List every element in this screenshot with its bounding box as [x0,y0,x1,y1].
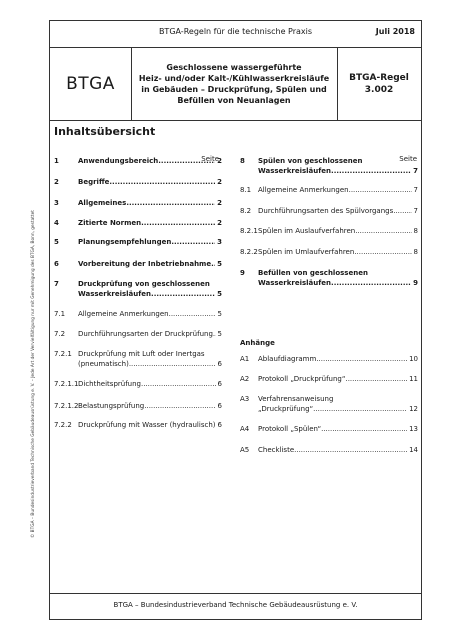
toc-entry-number: 9 [240,269,245,277]
toc-entry-text: Belastungsprüfung [78,402,145,410]
leader-dots [354,247,411,257]
toc-entry-page: 2 [217,157,222,165]
footer-divider [50,593,421,594]
leader-dots [393,206,411,216]
toc-entry-text: Planungsempfehlungen [78,238,172,246]
leader-dots [158,156,215,166]
toc-entry-page: 5 [217,260,222,268]
toc-entry-number: 7.2.1.2 [54,402,79,410]
toc-entry-number: A4 [240,425,250,433]
top-bar [50,21,421,48]
title-line-1: Geschlossene wassergeführte [166,62,302,72]
toc-entry-text: Wasserkreisläufen [258,279,332,287]
toc-entry-number: 8 [240,157,245,165]
toc-entry-page: 5 [217,290,222,298]
toc-entry-page: 7 [413,167,418,175]
anhaenge-heading: Anhänge [240,339,275,347]
leader-dots [141,379,216,389]
toc-entry-text: Checkliste [258,446,295,454]
leader-dots [294,445,407,455]
toc-entry-text-line: Verfahrensanweisung [258,395,334,403]
toc-entry-page: 7 [413,207,418,215]
toc-entry-page: 6 [217,402,222,410]
toc-entry-text: Druckprüfung mit Wasser (hydraulisch) [78,421,216,429]
toc-entry-text: Anwendungsbereich [78,157,159,165]
document-title [131,47,338,120]
regel-label: BTGA-Regel [349,72,409,83]
toc-entry-page: 11 [409,375,418,383]
copyright-sidenote: © BTGA – Bundesindustrieverband Technische Gebäudeausrüstung e. V. – Jede Art der Vervielfältigung nur mit Genehmigung des BTGA, Bonn, gestattet [31,210,36,538]
leader-dots [316,354,407,364]
regel-id [337,47,421,120]
toc-entry-page: 5 [217,330,222,338]
title-line-4: Befüllen von Neuanlagen [177,95,291,105]
toc-entry-number: 8.1 [240,186,252,194]
toc-entry-text-line: Druckprüfung von geschlossenen [78,280,210,288]
toc-entry-text: „Druckprüfung“ [258,405,314,413]
toc-entry-text: Dichtheitsprüfung [78,380,141,388]
toc-entry-text: Allgemeines [78,199,127,207]
title-line-2: Heiz- und/oder Kalt-/Kühlwasserkreisläufe [138,73,330,83]
page-frame [49,20,422,620]
toc-entry-page: 10 [409,355,418,363]
title-line-3: in Gebäuden – Druckprüfung, Spülen und [141,84,327,94]
toc-entry-number: 8.2.1 [240,227,258,235]
regel-number: 3.002 [364,84,394,95]
leader-dots [345,374,407,384]
toc-entry-number: A5 [240,446,250,454]
toc-entry-number: 5 [54,238,59,246]
toc-entry-number: 7.2.1.1 [54,380,79,388]
leader-dots [126,198,215,208]
toc-entry-text: Durchführungsarten des Spülvorgangs [258,207,394,215]
toc-entry-page: 2 [217,219,222,227]
toc-entry-number: 2 [54,178,59,186]
footer-text: BTGA – Bundesindustrieverband Technische Gebäudeausrüstung e. V. [113,601,358,609]
toc-entry-text-line: Befüllen von geschlossenen [258,269,368,277]
btga-logo: BTGA [50,47,132,120]
seite-label-left: Seite [201,155,219,163]
toc-entry-text: (pneumatisch) [78,360,129,368]
leader-dots [169,309,216,319]
toc-entry-text: Protokoll „Spülen“ [258,425,322,433]
toc-entry-number: 1 [54,157,59,165]
toc-entry-number: 7.1 [54,310,66,318]
leader-dots [129,359,216,369]
leader-dots [355,226,411,236]
toc-entry-text: Wasserkreisläufen [78,290,152,298]
toc-entry-text: Zitierte Normen [78,219,142,227]
toc-entry-number: 6 [54,260,59,268]
series-title: BTGA-Regeln für die technische Praxis [158,27,313,36]
toc-entry-page: 3 [217,238,222,246]
toc-entry-text: Begriffe [78,178,110,186]
leader-dots [109,177,215,187]
toc-entry-text: Spülen im Umlaufverfahren [258,248,355,256]
toc-entry-number: 3 [54,199,59,207]
toc-entry-text: Allgemeine Anmerkungen [258,186,349,194]
leader-dots [331,278,411,288]
leader-dots [331,166,411,176]
toc-entry-page: 5 [217,310,222,318]
leader-dots [171,237,215,247]
toc-entry-number: A3 [240,395,250,403]
toc-entry-text: Spülen im Auslaufverfahren [258,227,356,235]
toc-entry-page: 2 [217,199,222,207]
toc-entry-number: 7.2.2 [54,421,72,429]
toc-entry-text: Vorbereitung der Inbetriebnahme [78,260,212,268]
toc-entry-page: 13 [409,425,418,433]
toc-entry-number: 7.2.1 [54,350,72,358]
toc-entry-page: 8 [413,248,418,256]
toc-entry-text: Durchführungsarten der Druckprüfung [78,330,213,338]
toc-entry-number: 8.2.2 [240,248,258,256]
leader-dots [313,404,407,414]
toc-entry-page: 14 [409,446,418,454]
toc-entry-page: 2 [217,178,222,186]
toc-entry-text: Ablaufdiagramm [258,355,317,363]
leader-dots [151,289,215,299]
toc-heading: Inhaltsübersicht [54,125,156,138]
toc-entry-page: 8 [413,227,418,235]
toc-entry-page: 6 [217,380,222,388]
leader-dots [349,185,412,195]
toc-entry-page: 7 [413,186,418,194]
toc-entry-number: 4 [54,219,59,227]
toc-entry-page: 6 [217,360,222,368]
toc-entry-number: 7 [54,280,59,288]
leader-dots [321,424,407,434]
toc-entry-text-line: Spülen von geschlossenen [258,157,363,165]
leader-dots [141,218,215,228]
toc-entry-page: 6 [217,421,222,429]
publication-date: Juli 2018 [375,27,415,36]
document-header [50,47,421,121]
toc-entry-number: A1 [240,355,250,363]
toc-entry-text-line: Druckprüfung mit Luft oder Inertgas [78,350,205,358]
toc-entry-page: 9 [413,279,418,287]
toc-entry-number: A2 [240,375,250,383]
toc-entry-number: 8.2 [240,207,252,215]
toc-entry-page: 12 [409,405,418,413]
toc-entry-text: Allgemeine Anmerkungen [78,310,169,318]
toc-entry-text: Protokoll „Druckprüfung“ [258,375,346,383]
toc-entry-number: 7.2 [54,330,66,338]
seite-label-right: Seite [399,155,417,163]
toc-entry-text: Wasserkreisläufen [258,167,332,175]
leader-dots [144,401,215,411]
